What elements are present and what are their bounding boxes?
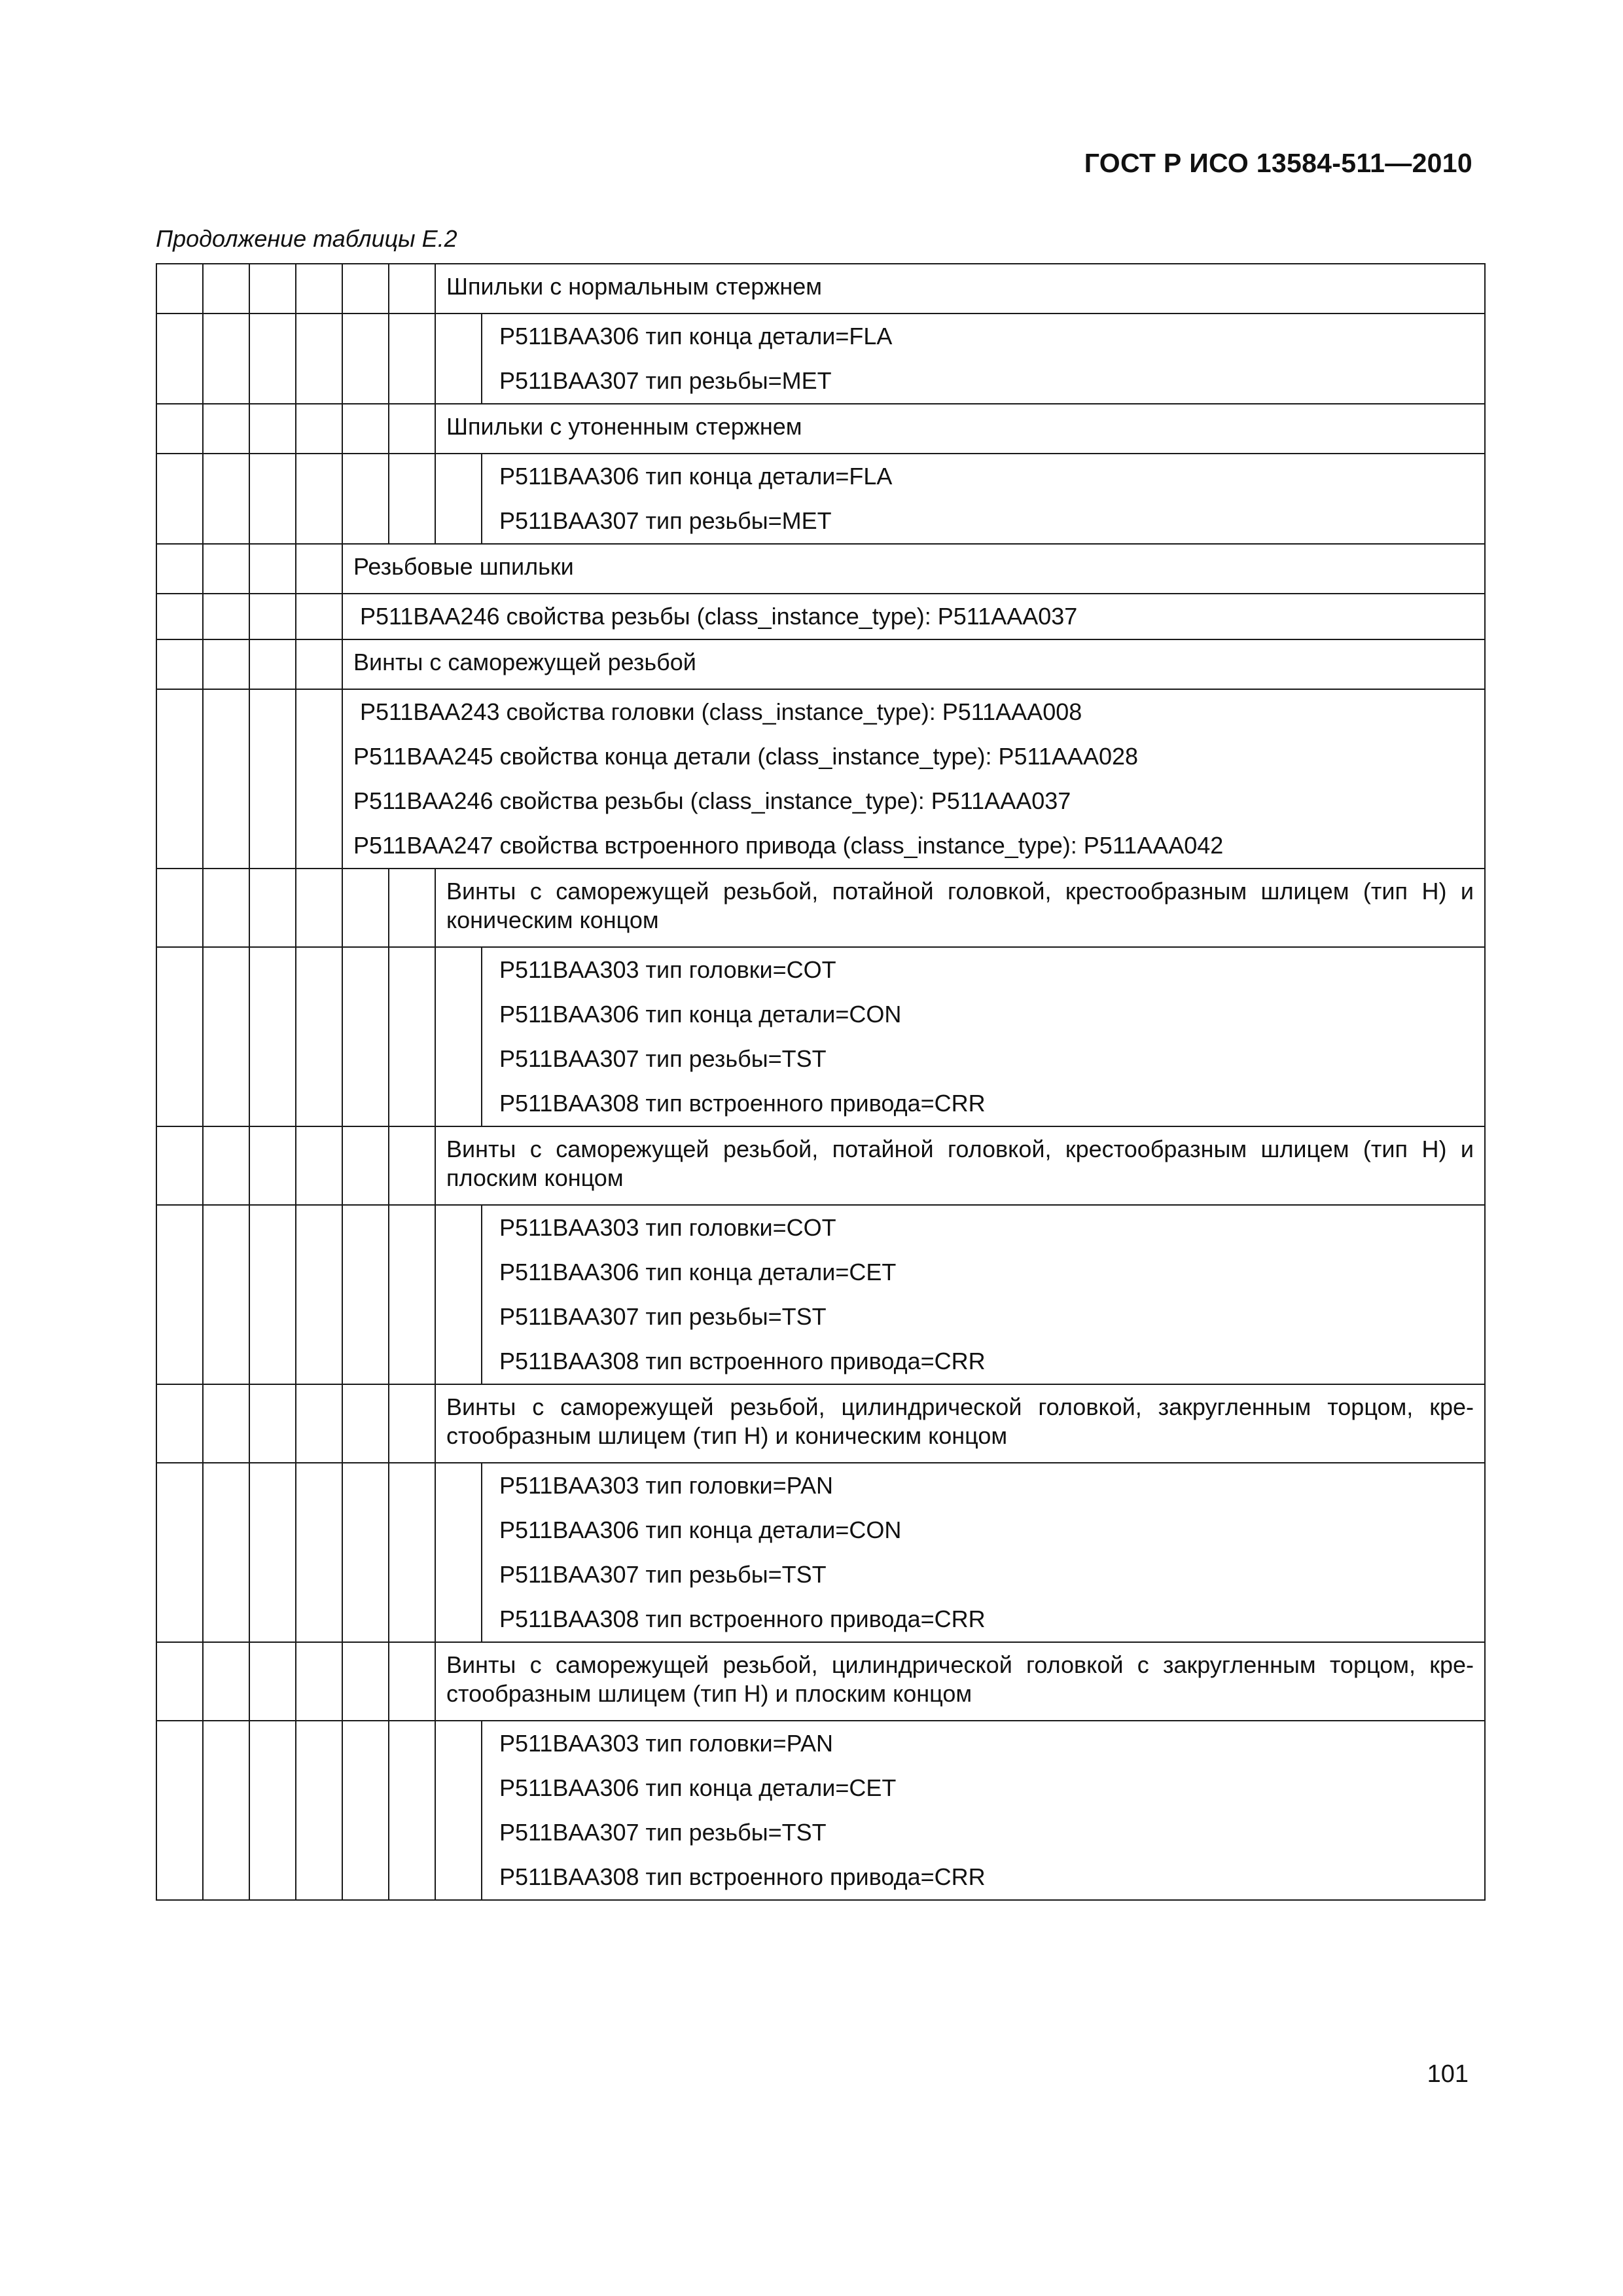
indent-cell [435,1721,482,1900]
indent-cell [389,1463,435,1642]
indent-cell [203,264,249,314]
properties-cell [482,1463,1485,1642]
indent-cell [156,454,203,544]
indent-cell [156,404,203,454]
indent-cell [342,1205,389,1384]
indent-cell [249,264,296,314]
property-line: P511BAA247 свойства встроенного привода (class_instance_type): P511AAA042 [353,832,1224,859]
indent-cell [435,947,482,1126]
indent-cell [389,1721,435,1900]
table-row-properties [156,1721,1485,1900]
indent-cell [203,594,249,639]
indent-cell [203,947,249,1126]
indent-cell [156,594,203,639]
indent-cell [203,544,249,594]
page-number: 101 [1427,2060,1469,2088]
indent-cell [249,689,296,869]
indent-cell [296,1642,342,1721]
properties-cell [482,1205,1485,1384]
indent-cell [249,1463,296,1642]
specification-table [156,263,1486,1901]
indent-cell [203,869,249,947]
group-title-cell: Винты с саморежущей резьбой, цилиндрической головкой с закругленным торцом, кре-стообразным шлицем (тип Н) и плоским концом [435,1642,1485,1721]
indent-cell [342,454,389,544]
indent-cell [249,454,296,544]
indent-cell [296,1384,342,1463]
indent-cell [203,454,249,544]
indent-cell [249,947,296,1126]
properties-cell [482,454,1485,544]
indent-cell [389,264,435,314]
property-line: P511BAA303 тип головки=PAN [499,1472,833,1499]
table-row-group-title [156,1384,1485,1463]
property-line: P511BAA308 тип встроенного привода=CRR [499,1348,986,1374]
indent-cell [156,264,203,314]
property-line: P511BAA246 свойства резьбы (class_instance_type): P511AAA037 [353,787,1071,814]
group-title-cell: Винты с саморежущей резьбой, потайной головкой, крестообразным шлицем (тип Н) и плоским концом [435,1126,1485,1205]
indent-cell [296,594,342,639]
indent-cell [342,1721,389,1900]
indent-cell [342,314,389,404]
indent-cell [203,1126,249,1205]
indent-cell [389,1205,435,1384]
indent-cell [296,404,342,454]
group-title-cell: Винты с саморежущей резьбой, потайной головкой, крестообразным шлицем (тип Н) и коническим концом [435,869,1485,947]
indent-cell [435,1463,482,1642]
indent-cell [342,947,389,1126]
indent-cell [203,404,249,454]
indent-cell [156,1721,203,1900]
table-row-group-title [156,544,1485,594]
properties-cell [342,689,1485,869]
table-row-group-title [156,1126,1485,1205]
indent-cell [203,689,249,869]
group-title-cell: Шпильки с утоненным стержнем [435,404,1485,454]
indent-cell [296,869,342,947]
table-row-group-title [156,869,1485,947]
indent-cell [296,314,342,404]
indent-cell [296,947,342,1126]
indent-cell [342,1384,389,1463]
indent-cell [203,1384,249,1463]
property-line: P511BAA308 тип встроенного привода=CRR [499,1863,986,1890]
indent-cell [435,314,482,404]
property-line: P511BAA307 тип резьбы=TST [499,1303,827,1330]
indent-cell [203,1463,249,1642]
properties-cell [482,947,1485,1126]
table-row-properties [156,314,1485,404]
indent-cell [342,1642,389,1721]
table-row-group-title [156,639,1485,689]
property-line: P511BAA308 тип встроенного привода=CRR [499,1605,986,1632]
property-line: P511BAA306 тип конца детали=FLA [499,323,893,350]
indent-cell [156,947,203,1126]
indent-cell [389,947,435,1126]
indent-cell [342,264,389,314]
indent-cell [203,1642,249,1721]
indent-cell [296,1126,342,1205]
document-header: ГОСТ Р ИСО 13584-511—2010 [1084,148,1472,178]
property-line: P511BAA303 тип головки=COT [499,956,836,983]
property-line: P511BAA243 свойства головки (class_instance_type): P511AAA008 [360,698,1082,725]
indent-cell [249,544,296,594]
indent-cell [389,314,435,404]
table-row-group-title [156,264,1485,314]
property-line: P511BAA306 тип конца детали=FLA [499,463,893,490]
group-title-cell: Винты с саморежущей резьбой [342,639,1485,689]
indent-cell [435,1205,482,1384]
group-title-cell: Винты с саморежущей резьбой, цилиндрической головкой, закругленным торцом, кре-стообразным шлицем (тип Н) и коническим концом [435,1384,1485,1463]
table-caption: Продолжение таблицы Е.2 [156,225,457,252]
indent-cell [389,1126,435,1205]
indent-cell [296,454,342,544]
indent-cell [156,1205,203,1384]
property-line: P511BAA308 тип встроенного привода=CRR [499,1090,986,1117]
table-row-properties [156,1463,1485,1642]
properties-cell [482,1721,1485,1900]
indent-cell [249,1205,296,1384]
indent-cell [389,869,435,947]
indent-cell [203,1205,249,1384]
property-line: P511BAA307 тип резьбы=MET [499,507,832,534]
indent-cell [156,1384,203,1463]
table-row-properties [156,947,1485,1126]
indent-cell [435,454,482,544]
indent-cell [296,264,342,314]
indent-cell [296,689,342,869]
indent-cell [249,1126,296,1205]
table-row-group-title [156,404,1485,454]
property-line: P511BAA246 свойства резьбы (class_instance_type): P511AAA037 [360,603,1078,630]
indent-cell [249,404,296,454]
table-row-group-title [156,1642,1485,1721]
property-line: P511BAA307 тип резьбы=MET [499,367,832,394]
indent-cell [296,639,342,689]
property-line: P511BAA245 свойства конца детали (class_instance_type): P511AAA028 [353,743,1139,770]
indent-cell [296,1205,342,1384]
indent-cell [249,639,296,689]
indent-cell [342,1463,389,1642]
indent-cell [156,639,203,689]
property-line: P511BAA306 тип конца детали=CET [499,1259,897,1285]
indent-cell [156,1463,203,1642]
indent-cell [249,594,296,639]
table-row-properties [156,1205,1485,1384]
property-line: P511BAA306 тип конца детали=CET [499,1774,897,1801]
properties-cell [342,594,1485,639]
indent-cell [249,1721,296,1900]
indent-cell [156,1126,203,1205]
indent-cell [296,1463,342,1642]
table-row-properties [156,594,1485,639]
indent-cell [389,404,435,454]
table-row-properties [156,689,1485,869]
indent-cell [389,454,435,544]
indent-cell [156,1642,203,1721]
property-line: P511BAA307 тип резьбы=TST [499,1561,827,1588]
indent-cell [342,1126,389,1205]
indent-cell [249,314,296,404]
indent-cell [156,689,203,869]
property-line: P511BAA306 тип конца детали=CON [499,1001,902,1028]
indent-cell [342,404,389,454]
group-title-cell: Шпильки с нормальным стержнем [435,264,1485,314]
property-line: P511BAA303 тип головки=PAN [499,1730,833,1757]
indent-cell [156,544,203,594]
properties-cell [482,314,1485,404]
indent-cell [203,639,249,689]
property-line: P511BAA306 тип конца детали=CON [499,1516,902,1543]
indent-cell [203,1721,249,1900]
indent-cell [249,869,296,947]
indent-cell [389,1642,435,1721]
indent-cell [342,869,389,947]
indent-cell [156,314,203,404]
indent-cell [156,869,203,947]
indent-cell [389,1384,435,1463]
group-title-cell: Резьбовые шпильки [342,544,1485,594]
property-line: P511BAA307 тип резьбы=TST [499,1819,827,1846]
property-line: P511BAA307 тип резьбы=TST [499,1045,827,1072]
indent-cell [249,1642,296,1721]
property-line: P511BAA303 тип головки=COT [499,1214,836,1241]
indent-cell [203,314,249,404]
indent-cell [249,1384,296,1463]
table-row-properties [156,454,1485,544]
indent-cell [296,544,342,594]
indent-cell [296,1721,342,1900]
